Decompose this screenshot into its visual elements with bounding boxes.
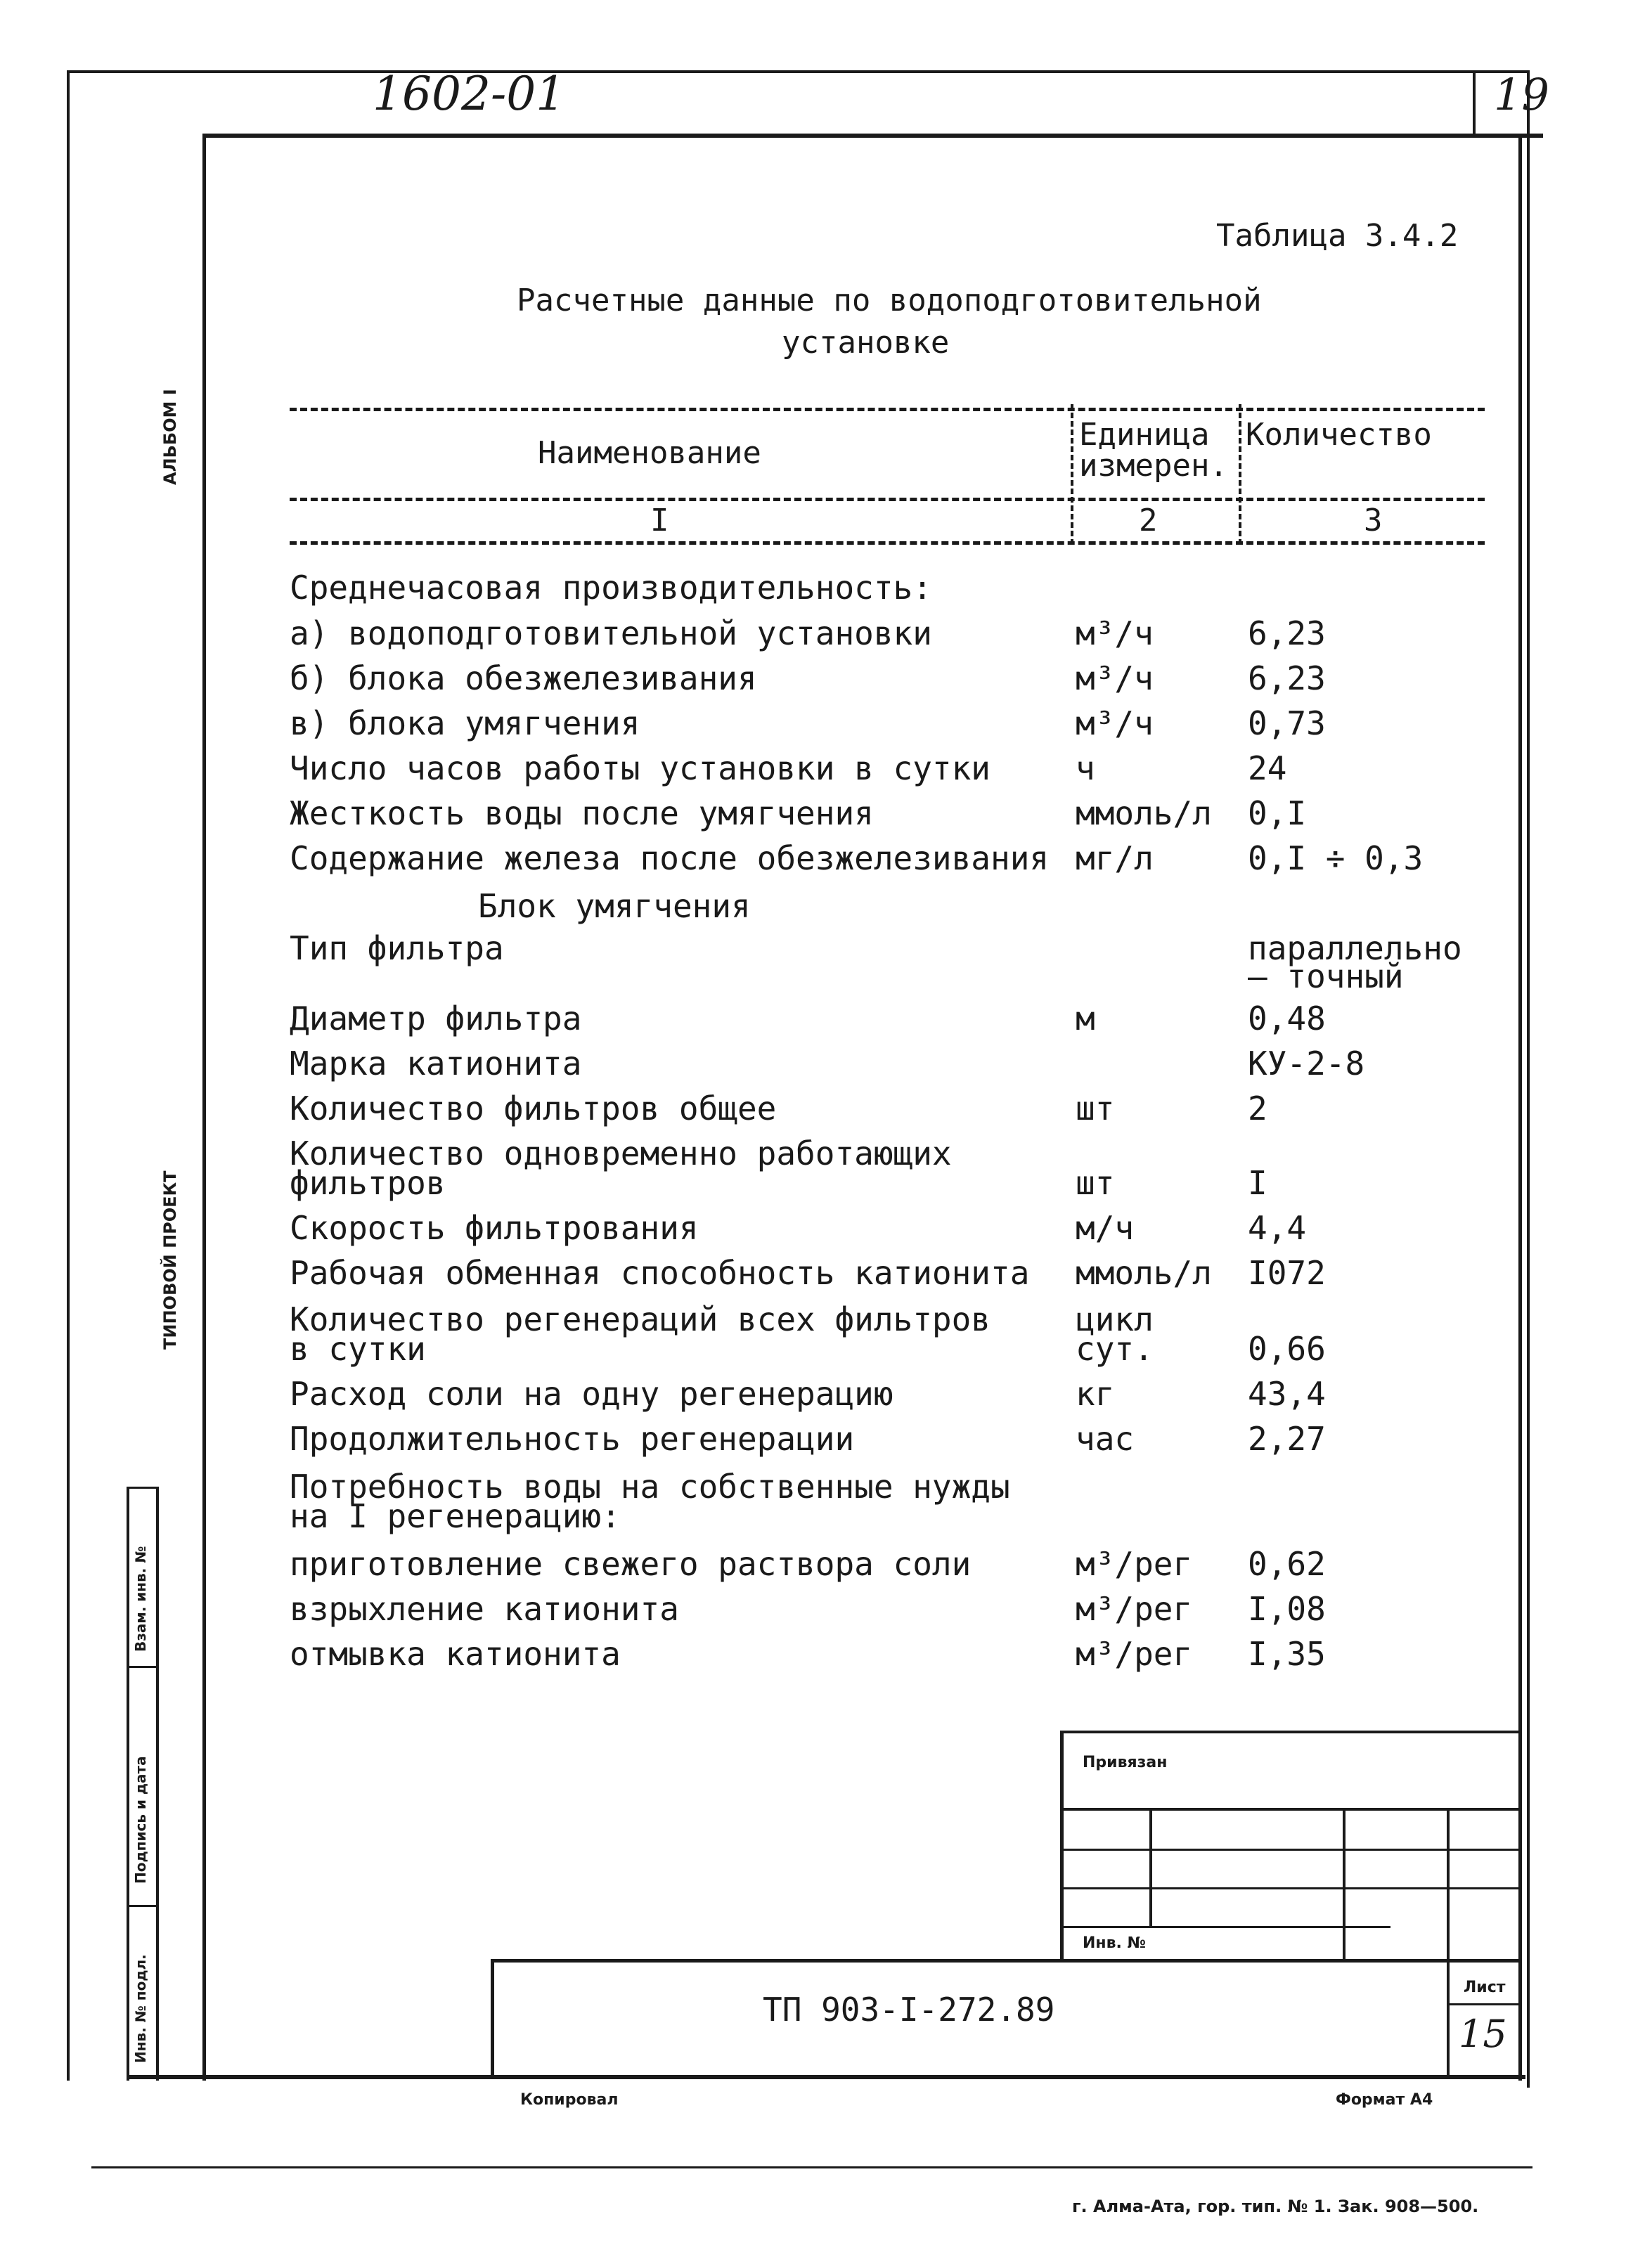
row-quantity: I,08 — [1248, 1590, 1326, 1628]
row-name: Жесткость воды после умягчения — [290, 794, 874, 832]
row-name: Марка катионита — [290, 1045, 582, 1082]
row-quantity: I,35 — [1248, 1635, 1326, 1673]
page-number-divider — [1473, 70, 1476, 134]
row-unit: ммоль/л — [1076, 1254, 1212, 1292]
row-name: Тип фильтра — [290, 929, 504, 967]
row-unit: кг — [1076, 1375, 1115, 1413]
row-unit: м³/рег — [1076, 1635, 1193, 1673]
document-code: ТП 903-I-272.89 — [763, 1991, 1055, 2029]
column-header-quantity: Количество — [1246, 417, 1432, 453]
row-name: Расход соли на одну регенерацию — [290, 1375, 893, 1413]
header-top-rule — [290, 408, 1485, 411]
row-unit: ммоль/л — [1076, 794, 1212, 832]
row-name: Количество регенераций всех фильтров — [290, 1300, 990, 1338]
header-middle-rule — [290, 498, 1485, 501]
row-unit: м — [1076, 1000, 1095, 1037]
row-quantity-line2: – точный — [1248, 957, 1404, 995]
row-unit: мг/л — [1076, 839, 1154, 877]
row-name: Потребность воды на собственные нужды — [290, 1468, 1010, 1506]
row-name: Количество одновременно работающих — [290, 1134, 952, 1172]
margin-cells-left — [127, 1487, 129, 2081]
row-unit: м³/ч — [1076, 704, 1154, 742]
table-title-line1: Расчетные данные по водоподготовительной — [517, 283, 1262, 318]
inner-bottom-border — [127, 2075, 1525, 2079]
row-quantity: 6,23 — [1248, 659, 1326, 697]
row-quantity: 6,23 — [1248, 614, 1326, 652]
outer-right-border — [1527, 70, 1530, 2088]
stamp-main-top — [491, 1959, 1521, 1963]
row-quantity: 2 — [1248, 1090, 1267, 1127]
header-col-divider-1 — [1071, 404, 1073, 545]
row-quantity: 0,73 — [1248, 704, 1326, 742]
row-unit: м/ч — [1076, 1209, 1135, 1247]
outer-bottom-border — [91, 2166, 1532, 2168]
replacement-inventory-label: Взам. инв. № — [132, 1546, 149, 1652]
row-unit: м³/ч — [1076, 659, 1154, 697]
row-quantity: 0,I — [1248, 794, 1307, 832]
stamp-rule-2 — [1060, 1849, 1521, 1851]
sheet-number: 15 — [1459, 2012, 1507, 2056]
row-unit: час — [1076, 1420, 1135, 1458]
column-header-name: Наименование — [538, 435, 761, 471]
stamp-col-3 — [1447, 1808, 1450, 2078]
row-name: Содержание железа после обезжелезивания — [290, 839, 1050, 877]
header-col-divider-2 — [1239, 404, 1241, 545]
row-quantity: 2,27 — [1248, 1420, 1326, 1458]
stamp-top-border — [1060, 1731, 1521, 1733]
row-quantity: 0,I ÷ 0,3 — [1248, 839, 1424, 877]
row-name: Количество фильтров общее — [290, 1090, 777, 1127]
handwritten-page-number: 19 — [1494, 69, 1549, 120]
column-number-3: 3 — [1364, 503, 1383, 538]
row-quantity: КУ-2-8 — [1248, 1045, 1365, 1082]
typical-project-label: ТИПОВОЙ ПРОЕКТ — [160, 1170, 180, 1350]
row-name: Скорость фильтрования — [290, 1209, 699, 1247]
section-title: Блок умягчения — [478, 887, 751, 925]
margin-cell-top — [127, 1487, 159, 1489]
margin-cell-divider-2 — [127, 1905, 159, 1907]
stamp-rule-1 — [1060, 1808, 1521, 1811]
row-quantity: 0,66 — [1248, 1330, 1326, 1368]
row-name-line2: на I регенерацию: — [290, 1497, 621, 1535]
row-unit: шт — [1076, 1090, 1115, 1127]
row-quantity: 0,48 — [1248, 1000, 1326, 1037]
original-inventory-label: Инв. № подл. — [132, 1954, 149, 2063]
row-name: взрыхление катионита — [290, 1590, 679, 1628]
table-number: Таблица 3.4.2 — [1216, 218, 1459, 254]
stamp-rule-3 — [1060, 1887, 1521, 1889]
row-name: Диаметр фильтра — [290, 1000, 582, 1037]
stamp-inventory-label: Инв. № — [1083, 1934, 1147, 1952]
row-quantity: 4,4 — [1248, 1209, 1307, 1247]
row-unit: цикл — [1076, 1300, 1154, 1338]
row-name: Число часов работы установки в сутки — [290, 749, 990, 787]
outer-top-border — [67, 70, 1529, 73]
column-header-unit-line1: Единица — [1079, 417, 1210, 453]
column-number-2: 2 — [1139, 503, 1158, 538]
row-unit-line2: сут. — [1076, 1330, 1154, 1368]
row-unit: шт — [1076, 1164, 1115, 1202]
margin-cells-right — [156, 1487, 159, 2081]
copied-by-label: Копировал — [520, 2091, 619, 2109]
row-name: отмывка катионита — [290, 1635, 621, 1673]
sheet-label: Лист — [1464, 1979, 1506, 1996]
row-quantity: I072 — [1248, 1254, 1326, 1292]
sheet-label-rule — [1447, 2003, 1521, 2005]
row-unit: ч — [1076, 749, 1095, 787]
stamp-rule-4 — [1060, 1926, 1390, 1928]
row-name: приготовление свежего раствора соли — [290, 1545, 972, 1583]
printer-imprint: г. Алма-Ата, гор. тип. № 1. Зак. 908—500. — [1072, 2197, 1479, 2216]
inner-top-border — [204, 134, 1543, 138]
row-name: а) водоподготовительной установки — [290, 614, 932, 652]
stamp-col-2 — [1343, 1808, 1346, 1963]
header-bottom-rule — [290, 541, 1485, 545]
row-quantity: 43,4 — [1248, 1375, 1326, 1413]
row-name: б) блока обезжелезивания — [290, 659, 757, 697]
stamp-main-left — [491, 1959, 494, 2078]
table-title-line2: установке — [782, 325, 950, 361]
album-label: АЛЬБОМ I — [160, 389, 180, 485]
column-header-unit-line2: измерен. — [1079, 448, 1228, 484]
stamp-col-1 — [1149, 1808, 1152, 1927]
row-unit: м³/ч — [1076, 614, 1154, 652]
row-quantity: параллельно — [1248, 929, 1462, 967]
row-unit: м³/рег — [1076, 1590, 1193, 1628]
row-name-line2: в сутки — [290, 1330, 426, 1368]
row-quantity: 0,62 — [1248, 1545, 1326, 1583]
row-name: в) блока умягчения — [290, 704, 640, 742]
inner-left-border — [202, 134, 206, 2081]
handwritten-code: 1602-01 — [373, 67, 566, 121]
row-name: Среднечасовая производительность: — [290, 569, 932, 607]
column-number-1: I — [650, 503, 669, 538]
row-unit: м³/рег — [1076, 1545, 1193, 1583]
stamp-tied-label: Привязан — [1083, 1754, 1168, 1771]
row-name: Рабочая обменная способность катионита — [290, 1254, 1030, 1292]
inner-right-border — [1518, 134, 1522, 2081]
row-quantity: 24 — [1248, 749, 1287, 787]
row-quantity: I — [1248, 1164, 1267, 1202]
row-name: Продолжительность регенерации — [290, 1420, 855, 1458]
outer-left-border — [67, 70, 70, 2081]
signature-date-label: Подпись и дата — [132, 1756, 149, 1884]
format-label: Формат А4 — [1336, 2091, 1433, 2109]
margin-cell-divider-1 — [127, 1666, 159, 1668]
row-name-line2: фильтров — [290, 1164, 446, 1202]
